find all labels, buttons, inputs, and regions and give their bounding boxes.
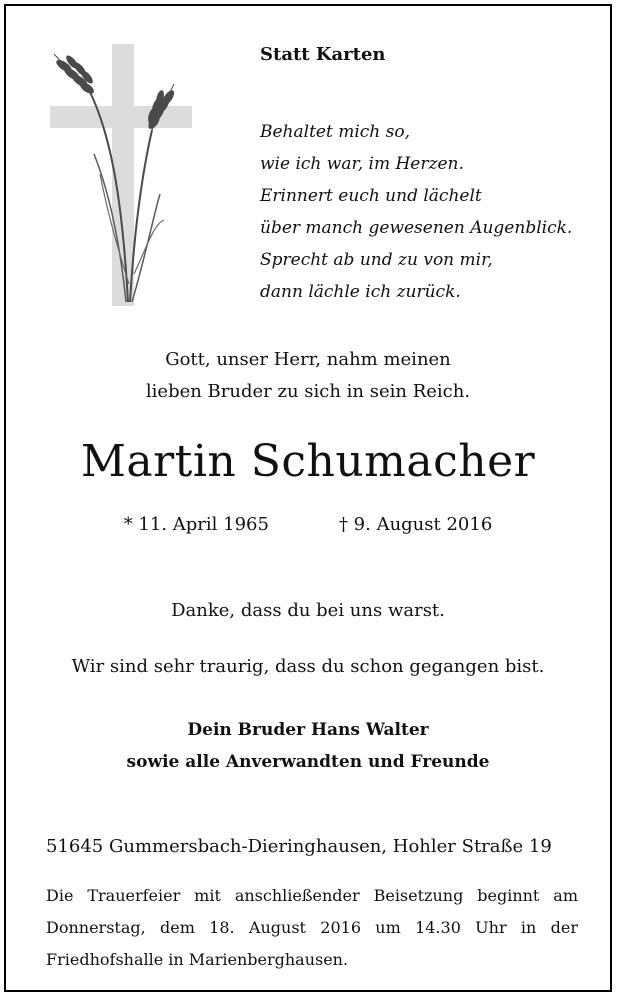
obituary-notice [4, 4, 612, 992]
cross-with-wheat-icon [50, 44, 198, 306]
family-line: sowie alle Anverwandten und Freunde [126, 752, 490, 772]
poem-line: Sprecht ab und zu von mir, [260, 250, 493, 270]
intro-text [6, 344, 610, 408]
funeral-info [46, 880, 578, 976]
poem-line: dann lächle ich zurück. [260, 282, 461, 302]
thanks-text: Danke, dass du bei uns warst. [171, 600, 445, 621]
poem-line: über manch gewesenen Augenblick. [260, 218, 573, 238]
funeral-line: Donnerstag, dem 18. August 2016 um 14.30 Uhr in der [46, 918, 578, 937]
intro-line: Gott, unser Herr, nahm meinen [165, 349, 451, 370]
poem-line: wie ich war, im Herzen. [260, 154, 464, 174]
death-date: † 9. August 2016 [338, 514, 493, 535]
birth-date: * 11. April 1965 [123, 514, 269, 535]
poem [260, 116, 572, 308]
poem-line: Erinnert euch und lächelt [260, 186, 482, 206]
funeral-line: Friedhofshalle in Marienberghausen. [46, 950, 349, 969]
sadness-text: Wir sind sehr traurig, dass du schon gegangen bist. [71, 656, 545, 677]
family-line: Dein Bruder Hans Walter [187, 720, 429, 740]
funeral-line: Die Trauerfeier mit anschließender Beisetzung beginnt am [46, 886, 578, 905]
family-signature [6, 714, 610, 778]
address: 51645 Gummersbach-Dieringhausen, Hohler Straße 19 [46, 836, 552, 857]
life-dates [6, 514, 610, 535]
deceased-name: Martin Schumacher [80, 436, 536, 487]
intro-line: lieben Bruder zu sich in sein Reich. [145, 381, 471, 402]
heading-statt-karten: Statt Karten [260, 44, 386, 65]
poem-line: Behaltet mich so, [260, 122, 410, 142]
